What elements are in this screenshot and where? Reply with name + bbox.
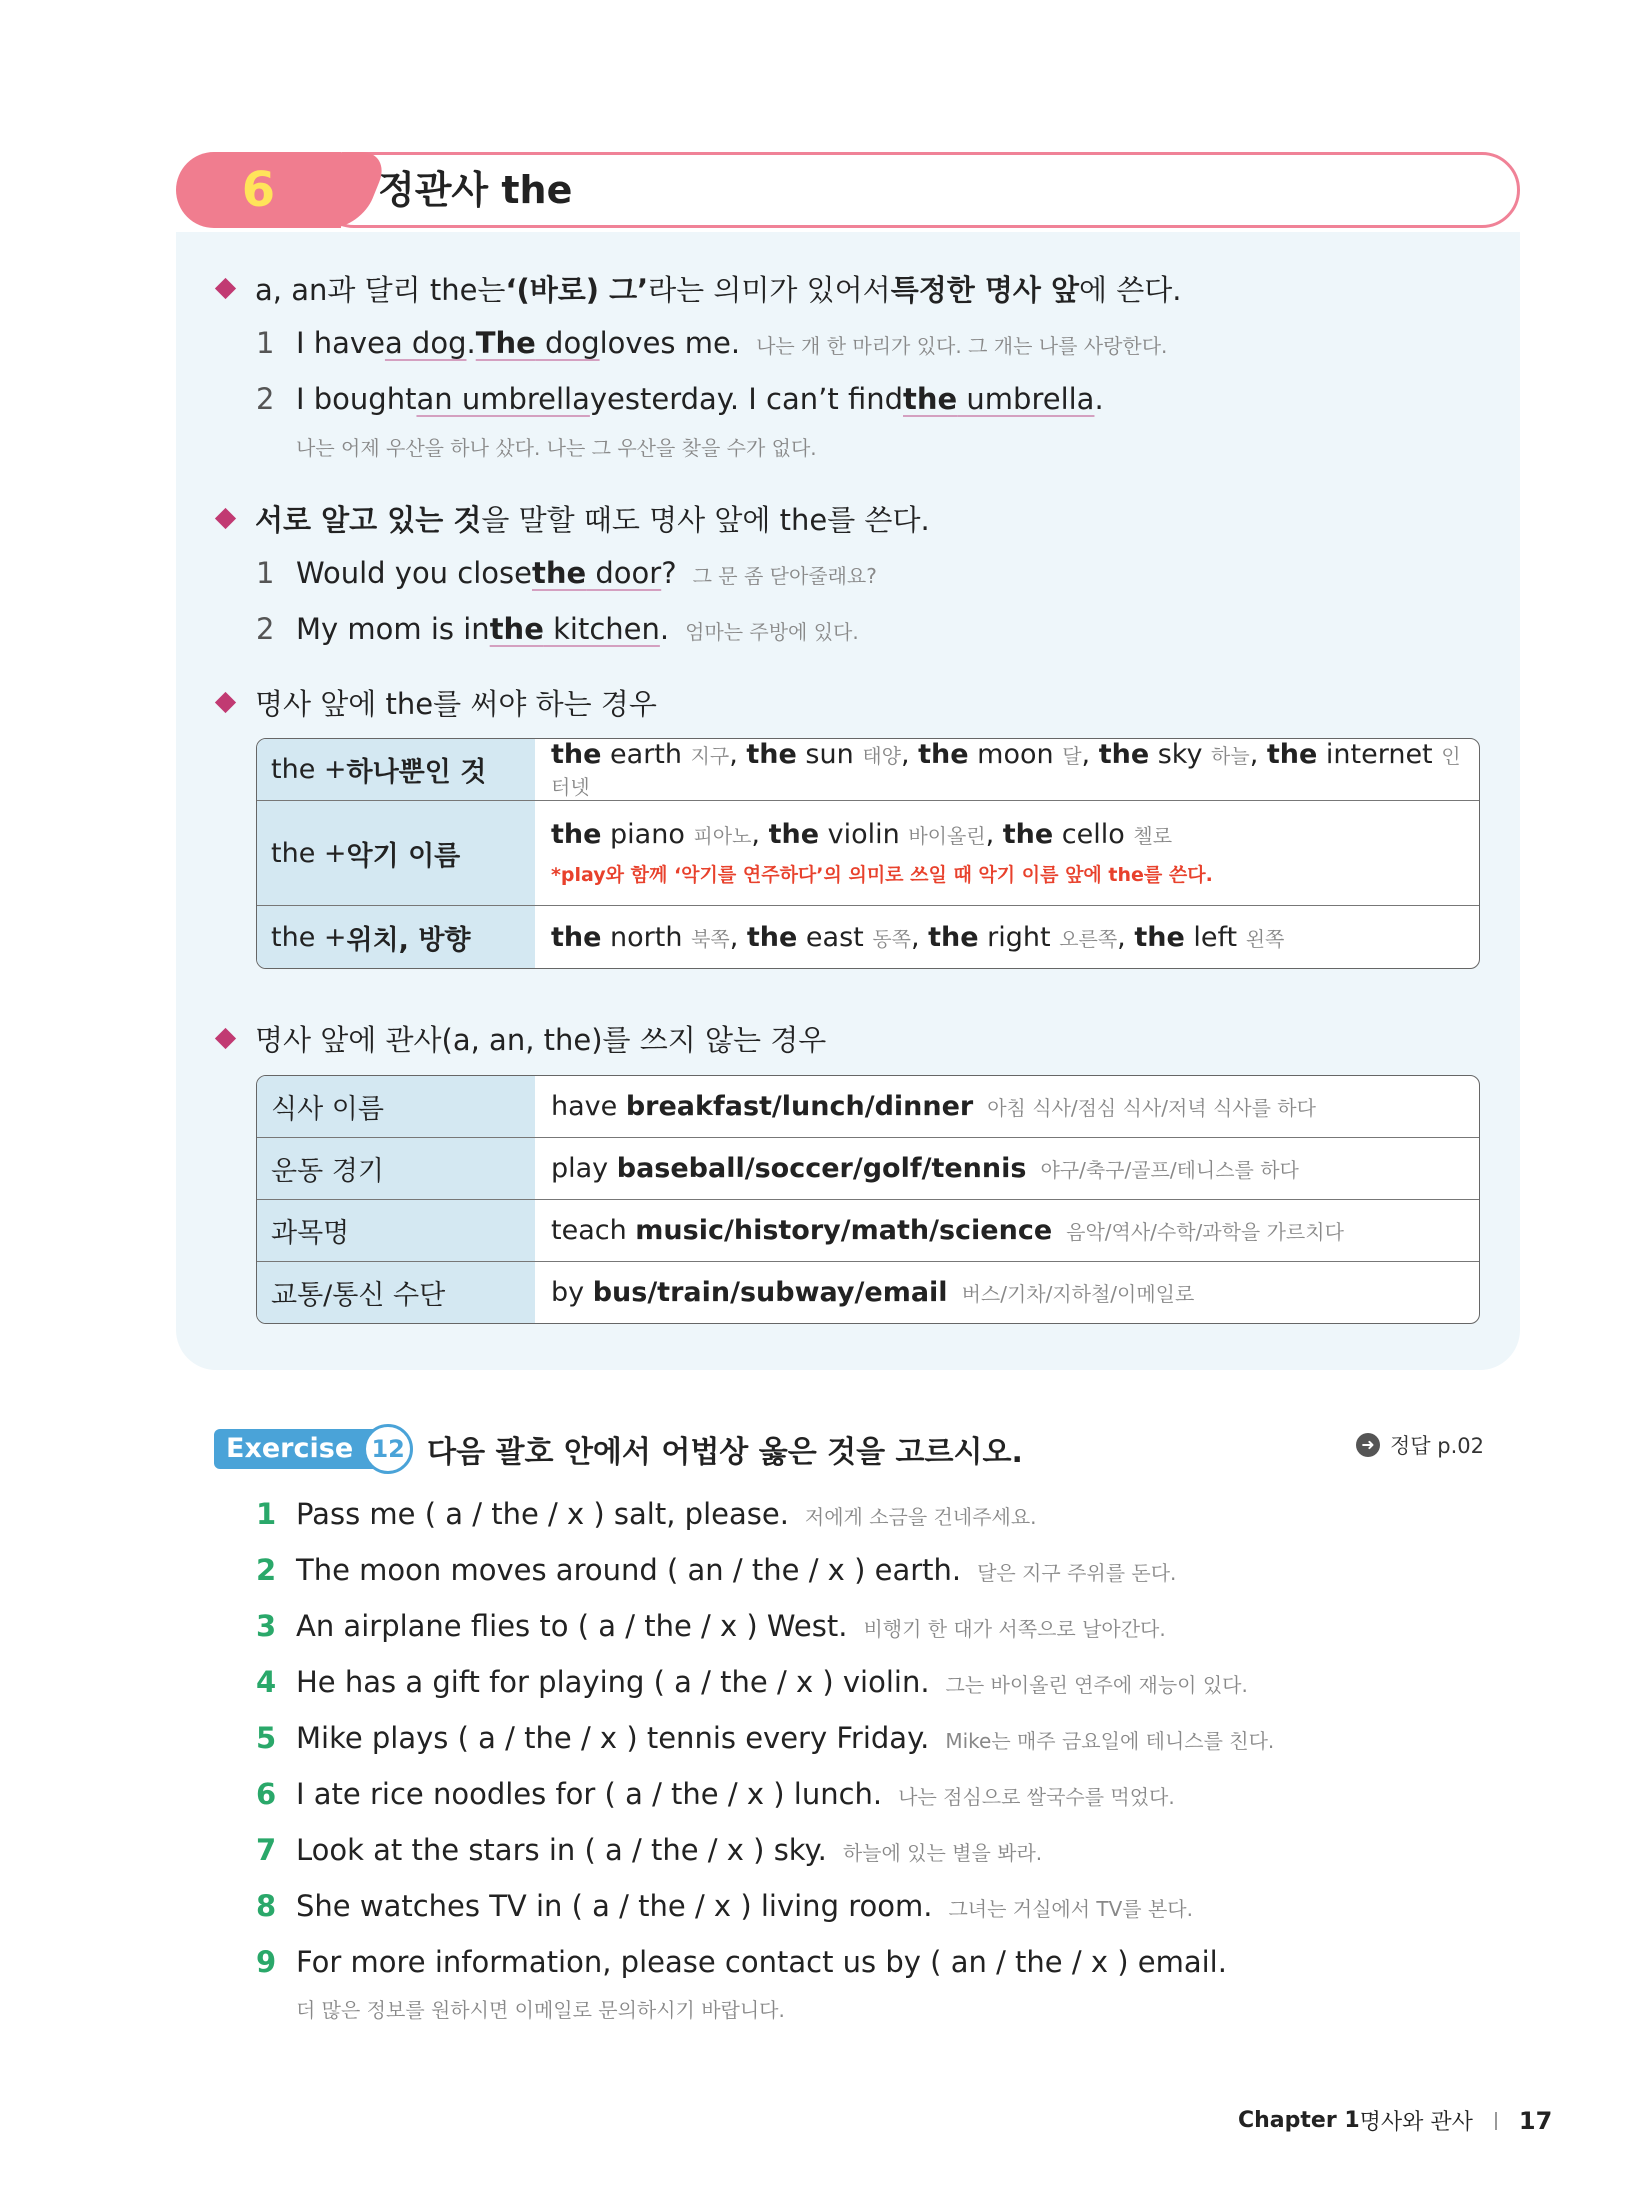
section-header <box>176 152 1520 228</box>
row-header: 식사 이름 <box>257 1076 535 1137</box>
row-header <box>257 801 535 905</box>
korean-word: 인터넷 <box>551 743 1461 799</box>
text: . <box>659 612 670 646</box>
bold-nouns: bus/train/subway/email <box>592 1277 948 1308</box>
korean-translation: 하늘에 있는 별을 봐라. <box>842 1841 1043 1865</box>
row-header: 교통/통신 수단 <box>257 1262 535 1323</box>
korean-translation: 나는 점심으로 쌀국수를 먹었다. <box>898 1785 1175 1809</box>
row-header: 과목명 <box>257 1200 535 1261</box>
word: east <box>797 921 873 953</box>
article-bold: the <box>1002 819 1054 850</box>
table-row <box>257 1076 1479 1137</box>
separator: , <box>1081 738 1099 770</box>
korean-word: 북쪽 <box>691 926 730 951</box>
article-bold: the <box>1266 738 1318 770</box>
exercise-question <box>256 1833 1042 1867</box>
exercise-question <box>256 1945 1227 1979</box>
row-content <box>535 1262 1479 1323</box>
text: . <box>466 326 476 360</box>
exercise-question <box>256 1721 1274 1755</box>
row-text <box>551 1091 1479 1122</box>
korean-translation: 그녀는 거실에서 TV를 본다. <box>948 1897 1193 1921</box>
word: violin <box>819 819 909 850</box>
question-number: 2 <box>256 1553 277 1587</box>
row-content <box>535 739 1479 800</box>
exercise-header <box>214 1424 1023 1474</box>
page-number: 17 <box>1518 2106 1553 2135</box>
korean-word: 태양 <box>862 743 901 768</box>
example-number: 1 <box>256 326 275 360</box>
korean-word: 달 <box>1062 743 1082 768</box>
article-bold: the <box>551 921 602 953</box>
question-text: The moon moves around ( an / the / x ) earth. <box>296 1553 962 1587</box>
separator: , <box>1117 921 1135 953</box>
word: north <box>601 921 692 953</box>
row-text <box>551 1153 1479 1184</box>
korean-translation: 달은 지구 주위를 돈다. <box>977 1561 1177 1585</box>
underlined-text: dog <box>535 326 600 360</box>
question-number: 1 <box>256 1497 277 1531</box>
diamond-bullet-icon <box>215 692 236 713</box>
bullet-point <box>214 268 1181 309</box>
separator: , <box>900 738 919 770</box>
bullet-text: 명사 앞에 the를 써야 하는 경우 <box>255 687 657 721</box>
text: yesterday. I can’t find <box>589 382 903 416</box>
table-row <box>257 1261 1479 1323</box>
article-bold: the <box>918 738 969 770</box>
question-text: Mike plays ( a / the / x ) tennis every Friday. <box>296 1721 930 1755</box>
row-text <box>551 1215 1479 1246</box>
the-usage-table <box>256 738 1480 969</box>
word: cello <box>1053 819 1134 850</box>
question-number: 5 <box>256 1721 277 1755</box>
article-bold: the <box>1098 738 1150 770</box>
row-header: 운동 경기 <box>257 1138 535 1199</box>
article-bold: the <box>531 556 587 590</box>
table-row <box>257 1137 1479 1199</box>
korean-word: 왼쪽 <box>1245 926 1285 951</box>
table-row <box>257 800 1479 905</box>
question-text: He has a gift for playing ( a / the / x ) violin. <box>296 1665 930 1699</box>
row-header <box>257 906 535 968</box>
row-content <box>535 1138 1479 1199</box>
question-text: An airplane flies to ( a / the / x ) West. <box>296 1609 848 1643</box>
bullet-text: 을 말할 때도 명사 앞에 the를 쓴다. <box>481 503 930 537</box>
diamond-bullet-icon <box>215 1028 236 1049</box>
underlined-text: a dog <box>384 326 467 360</box>
chapter-label: Chapter 1 <box>1238 2108 1360 2133</box>
article-bold: the <box>746 921 798 953</box>
bold-text: 위치, 방향 <box>346 924 471 956</box>
example-number: 1 <box>256 556 275 590</box>
separator: , <box>729 738 747 770</box>
korean-word: 피아노 <box>693 824 752 848</box>
example-sentence <box>256 612 859 646</box>
korean-translation: 야구/축구/골프/테니스를 하다 <box>1040 1158 1299 1182</box>
bold-nouns: breakfast/lunch/dinner <box>625 1091 974 1122</box>
bullet-point <box>214 498 930 539</box>
example-sentence <box>256 326 1167 360</box>
text: ? <box>661 556 677 590</box>
bullet-bold: 서로 알고 있는 것 <box>255 503 482 537</box>
word: sun <box>796 738 863 770</box>
text: the + <box>271 837 347 869</box>
article-bold: the <box>746 738 797 770</box>
bullet-text: 에 쓴다. <box>1078 273 1182 307</box>
korean-translation: 아침 식사/점심 식사/저녁 식사를 하다 <box>987 1096 1316 1120</box>
text: the + <box>271 754 347 785</box>
page-footer <box>1238 2105 1552 2136</box>
text: My mom is in <box>296 612 490 646</box>
separator: , <box>751 819 769 850</box>
korean-translation: 그는 바이올린 연주에 재능이 있다. <box>945 1673 1248 1697</box>
separator: , <box>729 921 747 953</box>
word: right <box>978 921 1060 953</box>
answer-reference <box>1356 1430 1484 1460</box>
row-text <box>551 1277 1479 1308</box>
korean-word: 하늘 <box>1211 743 1250 768</box>
diamond-bullet-icon <box>215 508 236 529</box>
divider <box>1495 2112 1497 2130</box>
bullet-bold: 특정한 명사 앞 <box>890 273 1079 307</box>
question-number: 7 <box>256 1833 277 1867</box>
row-content <box>535 906 1479 968</box>
text: I have <box>296 326 385 360</box>
korean-word: 지구 <box>690 743 730 768</box>
word-list <box>551 922 1479 953</box>
arrow-right-icon: ➜ <box>1356 1433 1380 1457</box>
article-bold: the <box>551 738 602 770</box>
word: piano <box>601 819 694 850</box>
article-bold: the <box>928 921 979 953</box>
separator: , <box>985 819 1003 850</box>
bold-nouns: music/history/math/science <box>635 1215 1053 1246</box>
korean-word: 동쪽 <box>872 926 911 951</box>
korean-translation: Mike는 매주 금요일에 테니스를 친다. <box>945 1729 1275 1753</box>
text: Would you close <box>296 556 532 590</box>
article-bold: the <box>551 819 602 850</box>
diamond-bullet-icon <box>215 278 236 299</box>
word: moon <box>968 738 1063 770</box>
underlined-text: door <box>586 556 662 590</box>
verb: by <box>551 1277 593 1308</box>
exercise-label: Exercise <box>214 1429 393 1469</box>
bold-nouns: baseball/soccer/golf/tennis <box>616 1153 1027 1184</box>
question-text: Pass me ( a / the / x ) salt, please. <box>296 1497 789 1531</box>
text: I bought <box>296 382 417 416</box>
example-number: 2 <box>256 382 275 416</box>
row-header <box>257 739 535 800</box>
text: loves me. <box>599 326 741 360</box>
no-article-table <box>256 1075 1480 1324</box>
underlined-text: an umbrella <box>416 382 590 416</box>
exercise-question <box>256 1609 1166 1643</box>
exercise-number: 12 <box>363 1424 413 1474</box>
bullet-text: a, an과 달리 the는 <box>255 273 506 307</box>
word: earth <box>601 738 691 770</box>
bullet-point <box>214 1018 826 1059</box>
section-title: 정관사 the <box>378 168 573 212</box>
verb: play <box>551 1153 617 1184</box>
underlined-text: kitchen <box>543 612 660 646</box>
word-list <box>551 739 1479 801</box>
article-bold: The <box>475 326 536 360</box>
bullet-point <box>214 682 657 723</box>
exercise-question <box>256 1497 1037 1531</box>
text: . <box>1094 382 1104 416</box>
word: left <box>1184 921 1246 953</box>
separator: , <box>910 921 929 953</box>
chapter-title: 명사와 관사 <box>1359 2110 1473 2135</box>
korean-translation: 버스/기차/지하철/이메일로 <box>961 1282 1195 1306</box>
question-text: She watches TV in ( a / the / x ) living room. <box>296 1889 933 1923</box>
bold-text: 악기 이름 <box>346 840 461 872</box>
korean-translation: 나는 개 한 마리가 있다. 그 개는 나를 사랑한다. <box>756 334 1168 358</box>
question-text: Look at the stars in ( a / the / x ) sky. <box>296 1833 827 1867</box>
korean-translation: 나는 어제 우산을 하나 샀다. 나는 그 우산을 찾을 수가 없다. <box>296 436 817 460</box>
bullet-text: 명사 앞에 관사(a, an, the)를 쓰지 않는 경우 <box>255 1023 827 1057</box>
underlined-text: umbrella <box>957 382 1095 416</box>
row-content <box>535 1200 1479 1261</box>
row-content <box>535 801 1479 905</box>
article-bold: the <box>1134 921 1185 953</box>
exercise-instruction: 다음 괄호 안에서 어법상 옳은 것을 고르시오. <box>427 1435 1023 1470</box>
answer-page: 정답 p.02 <box>1390 1434 1484 1458</box>
word: internet <box>1317 738 1442 770</box>
table-row <box>257 1199 1479 1261</box>
exercise-question <box>256 1553 1176 1587</box>
question-number: 6 <box>256 1777 277 1811</box>
bold-text: 하나뿐인 것 <box>346 757 487 788</box>
verb: teach <box>551 1215 636 1246</box>
bullet-text: 라는 의미가 있어서 <box>648 273 891 307</box>
korean-translation: 음악/역사/수학/과학을 가르치다 <box>1066 1220 1344 1244</box>
separator: , <box>1249 738 1267 770</box>
korean-translation: 비행기 한 대가 서쪽으로 날아간다. <box>863 1617 1166 1641</box>
article-bold: the <box>489 612 544 646</box>
question-text: I ate rice noodles for ( a / the / x ) lunch. <box>296 1777 883 1811</box>
row-content <box>535 1076 1479 1137</box>
example-number: 2 <box>256 612 275 646</box>
korean-translation: 엄마는 주방에 있다. <box>685 620 859 644</box>
table-row <box>257 739 1479 800</box>
article-bold: the <box>903 382 958 416</box>
usage-note: *play와 함께 ‘악기를 연주하다’의 의미로 쓰일 때 악기 이름 앞에 the를 쓴다. <box>551 864 1213 886</box>
example-sentence <box>256 382 1104 416</box>
section-number: 6 <box>176 152 341 228</box>
bullet-bold: ‘(바로) 그’ <box>505 273 649 307</box>
word-list <box>551 819 1479 850</box>
table-row <box>257 905 1479 968</box>
example-sentence <box>256 556 877 590</box>
verb: have <box>551 1091 626 1122</box>
exercise-question <box>256 1665 1248 1699</box>
word: sky <box>1149 738 1212 770</box>
korean-translation: 더 많은 정보를 원하시면 이메일로 문의하시기 바랍니다. <box>296 1998 785 2022</box>
exercise-question <box>256 1777 1175 1811</box>
question-number: 9 <box>256 1945 277 1979</box>
question-number: 4 <box>256 1665 277 1699</box>
question-number: 3 <box>256 1609 277 1643</box>
question-text: For more information, please contact us by ( an / the / x ) email. <box>296 1945 1227 1979</box>
korean-word: 오른쪽 <box>1059 926 1118 951</box>
question-number: 8 <box>256 1889 277 1923</box>
exercise-question <box>256 1889 1193 1923</box>
text: the + <box>271 921 347 953</box>
korean-translation: 그 문 좀 닫아줄래요? <box>692 564 877 588</box>
article-bold: the <box>768 819 820 850</box>
korean-word: 첼로 <box>1133 824 1173 848</box>
korean-translation: 저에게 소금을 건네주세요. <box>804 1505 1037 1529</box>
korean-word: 바이올린 <box>908 824 986 848</box>
